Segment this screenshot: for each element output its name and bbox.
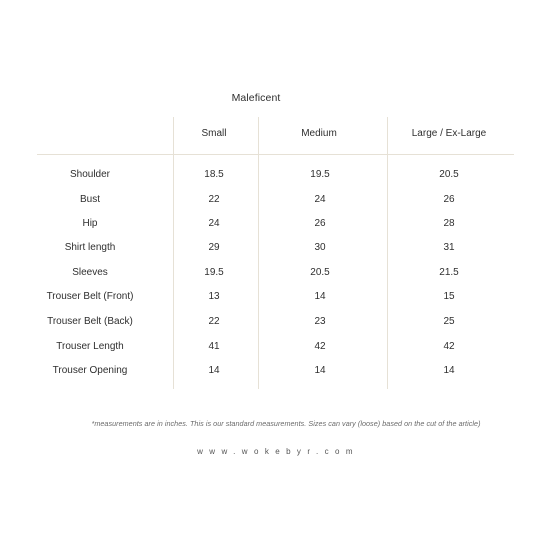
row-label: Trouser Opening — [52, 365, 128, 376]
header-divider — [37, 154, 514, 155]
website-text: www.wokebyr.com — [197, 447, 359, 456]
header-large: Large / Ex-Large — [411, 128, 487, 139]
cell-large: 14 — [443, 365, 455, 376]
table-row — [0, 316, 533, 330]
cell-medium: 14 — [314, 291, 326, 302]
row-label: Trouser Belt (Back) — [47, 316, 133, 327]
cell-small: 14 — [208, 365, 220, 376]
header-medium: Medium — [301, 128, 337, 139]
table-row — [0, 242, 533, 256]
cell-small: 22 — [208, 316, 220, 327]
row-label: Trouser Belt (Front) — [46, 291, 134, 302]
cell-medium: 42 — [314, 341, 326, 352]
cell-large: 26 — [443, 194, 455, 205]
cell-medium: 14 — [314, 365, 326, 376]
cell-small: 19.5 — [204, 267, 224, 278]
table-row — [0, 169, 533, 183]
cell-medium: 26 — [314, 218, 326, 229]
row-label: Shirt length — [64, 242, 116, 253]
cell-small: 22 — [208, 194, 220, 205]
cell-large: 15 — [443, 291, 455, 302]
table-row — [0, 341, 533, 355]
cell-small: 29 — [208, 242, 220, 253]
cell-medium: 19.5 — [310, 169, 330, 180]
cell-medium: 23 — [314, 316, 326, 327]
cell-small: 13 — [208, 291, 220, 302]
cell-medium: 30 — [314, 242, 326, 253]
table-row — [0, 267, 533, 281]
cell-medium: 24 — [314, 194, 326, 205]
row-label: Shoulder — [69, 169, 111, 180]
cell-large: 42 — [443, 341, 455, 352]
cell-large: 21.5 — [439, 267, 459, 278]
cell-large: 31 — [443, 242, 455, 253]
cell-small: 24 — [208, 218, 220, 229]
cell-large: 28 — [443, 218, 455, 229]
row-label: Trouser Length — [56, 341, 124, 352]
table-row — [0, 291, 533, 305]
table-row — [0, 194, 533, 208]
measurement-note: *measurements are in inches. This is our standard measurements. Sizes can vary (loose) based on the cut of the article) — [91, 419, 481, 428]
cell-medium: 20.5 — [310, 267, 330, 278]
table-row — [0, 365, 533, 379]
row-label: Hip — [82, 218, 98, 229]
cell-large: 20.5 — [439, 169, 459, 180]
cell-small: 18.5 — [204, 169, 224, 180]
cell-small: 41 — [208, 341, 220, 352]
chart-title: Maleficent — [231, 92, 281, 104]
table-row — [0, 218, 533, 232]
row-label: Sleeves — [72, 267, 108, 278]
header-small: Small — [201, 128, 227, 139]
cell-large: 25 — [443, 316, 455, 327]
row-label: Bust — [79, 194, 101, 205]
